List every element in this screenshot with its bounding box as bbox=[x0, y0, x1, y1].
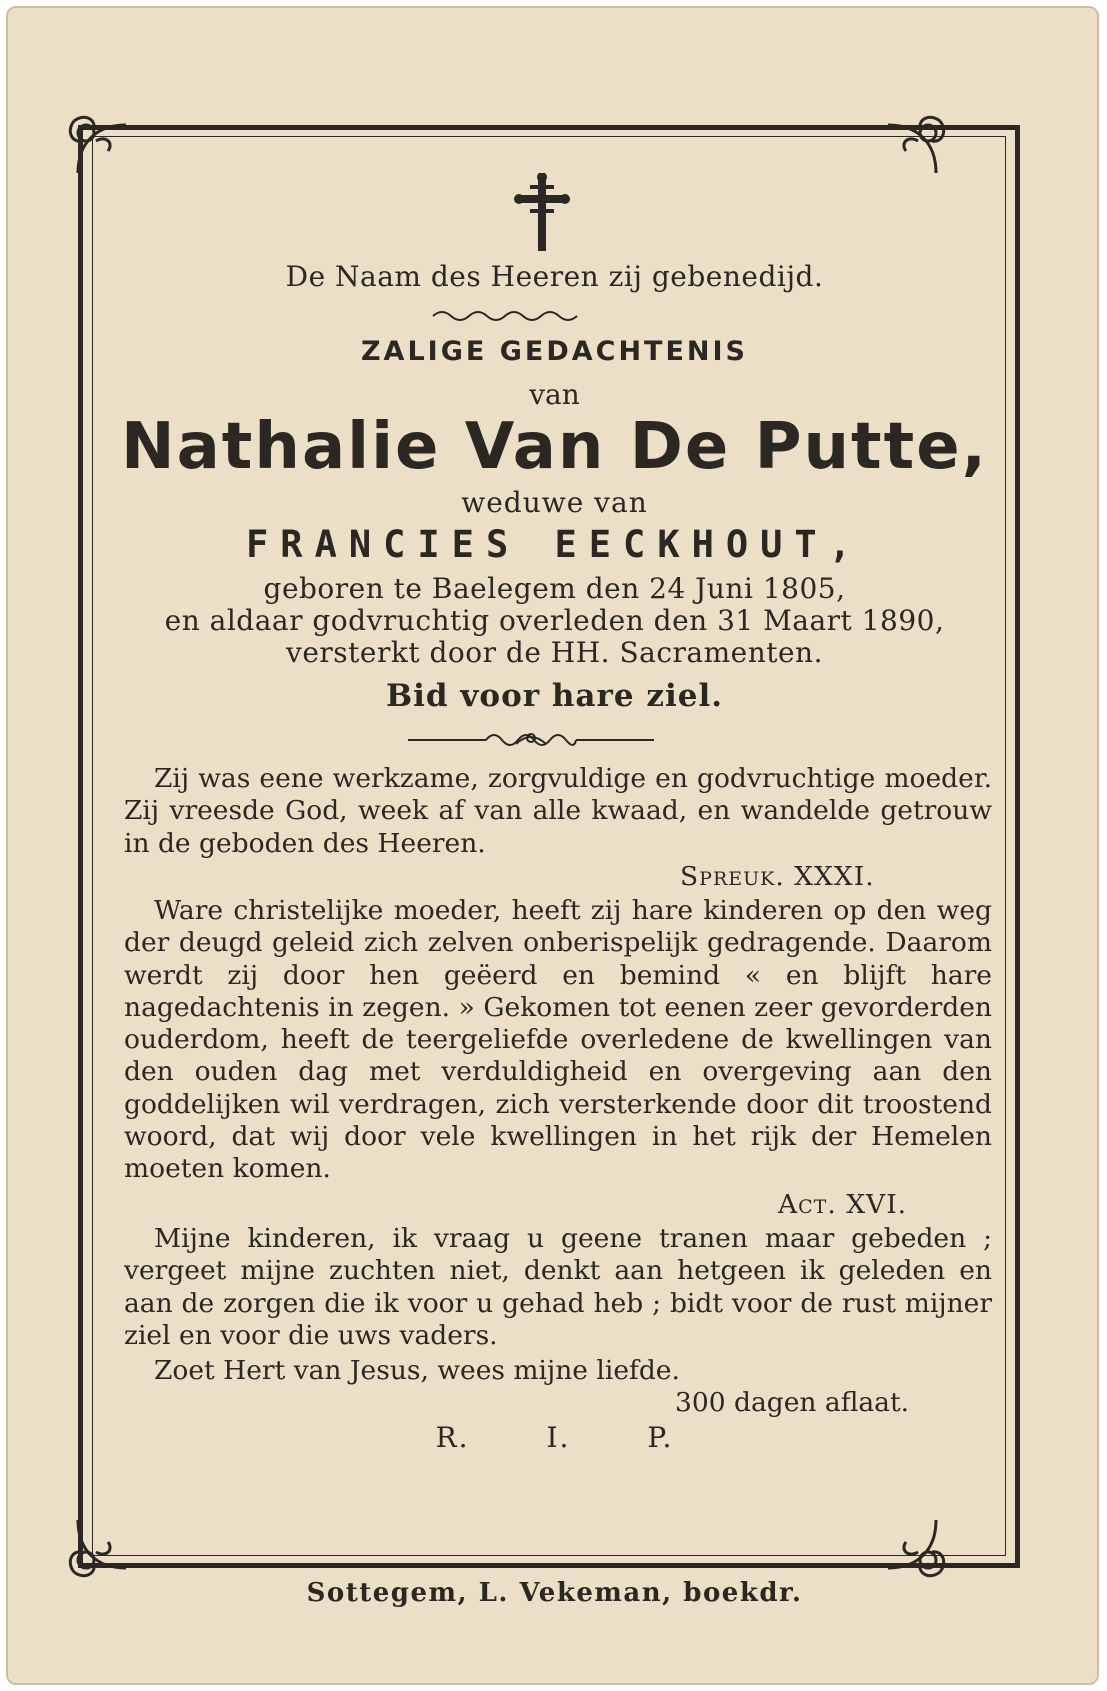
reference-proverbs bbox=[680, 861, 875, 892]
deceased-name: Nathalie Van De Putte, bbox=[121, 410, 988, 484]
paragraph-mother: Ware christelijke moeder, heeft zij hare kinderen op den weg der deugd geleid zich zelven onberispelijk gedragende. Daarom werdt zij door hen geëerd en bemind « en blijft hare nagedachtenis in zegen. » Gekomen tot eenen zeer gevorderden ouderdom, heeft de teergeliefde overledene de kwellingen van den ouden dag met verduldigheid en overgeving aan den goddelijken wil verdragen, zich versterkende door dit troostend woord, dat wij door vele kwellingen in het rijk der Hemelen moeten komen. bbox=[124, 895, 992, 1185]
paragraph-virtues: Zij was eene werkzame, zorgvuldige en godvruchtige moeder. Zij vreesde God, week af van alle kwaad, en wandelde getrouw in de geboden des Heeren. bbox=[124, 763, 992, 859]
corner-ornament-bottom-left-icon bbox=[66, 1510, 136, 1580]
rip-p: P. bbox=[647, 1421, 674, 1454]
corner-ornament-top-right-icon bbox=[878, 113, 948, 183]
corner-ornament-bottom-right-icon bbox=[878, 1510, 948, 1580]
paragraph-children: Mijne kinderen, ik vraag u geene tranen maar gebeden ; vergeet mijne zuchten niet, denkt aan hetgeen ik geleden en aan de zorgen die ik voor u gehad heb ; bidt voor de rust mijner ziel en voor die uws vaders. bbox=[124, 1223, 992, 1351]
invocation: De Naam des Heeren zij gebenedijd. bbox=[285, 260, 824, 293]
memorial-title: ZALIGE GEDACHTENIS bbox=[360, 336, 748, 367]
husband-name: FRANCIES EECKHOUT, bbox=[246, 523, 863, 566]
rip-i: I. bbox=[546, 1421, 571, 1454]
indulgence: 300 dagen aflaat. bbox=[675, 1387, 910, 1418]
reference-acts bbox=[778, 1189, 907, 1220]
birth-line: geboren te Baelegem den 24 Juni 1805, bbox=[263, 572, 846, 605]
printer-imprint: Sottegem, L. Vekeman, boekdr. bbox=[306, 1578, 803, 1608]
memorial-card bbox=[6, 6, 1099, 1685]
prayer-request: Bid voor hare ziel. bbox=[385, 678, 724, 714]
corner-ornament-top-left-icon bbox=[66, 113, 136, 183]
flourish-divider-icon bbox=[406, 730, 656, 750]
widow-of-label: weduwe van bbox=[461, 486, 648, 519]
reference-acts-text: Act. XVI. bbox=[778, 1189, 908, 1220]
rip bbox=[8, 1421, 1101, 1454]
sacraments-line: versterkt door de HH. Sacramenten. bbox=[286, 636, 823, 669]
reference-proverbs-text: Spreuk. XXXI. bbox=[680, 861, 875, 892]
cross-icon bbox=[514, 173, 570, 253]
prayer-line: Zoet Hert van Jesus, wees mijne liefde. bbox=[154, 1355, 680, 1386]
rip-r: R. bbox=[435, 1421, 470, 1454]
wavy-divider-icon bbox=[431, 308, 581, 324]
van-label: van bbox=[529, 378, 580, 411]
death-line: en aldaar godvruchtig overleden den 31 Maart 1890, bbox=[164, 604, 945, 637]
